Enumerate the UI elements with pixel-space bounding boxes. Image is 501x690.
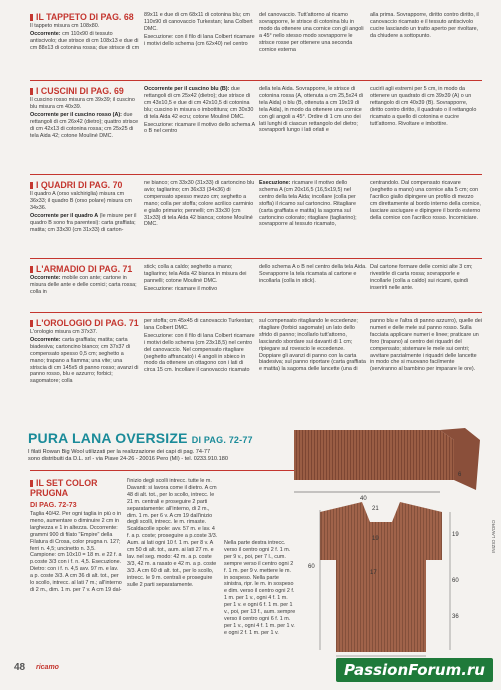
section-title-armadio: L'ARMADIO DI PAG. 71 — [30, 264, 140, 274]
dim-label: 40 — [360, 496, 367, 502]
dim-label: 19 — [372, 536, 379, 542]
sweater-body — [336, 560, 426, 652]
quadri-col-1 — [30, 176, 140, 256]
tappeto-col-2 — [144, 12, 256, 78]
cuscini-col-3 — [259, 86, 367, 172]
set-col-2-text: l'inizio degli scolli intrecc. tutte le m. Davanti: si lavora come il dietro. A cm 48 di alt. tot., per lo scollo, intrecc. le 21 m. centrali e proseguire 2 parti separatamente: all'interno, di 2 m., dim. 1 m. per 6 v. A cm 19 dall'inizio degli scolli, intrecc. le m. rimaste. Scaldacolle spole: avv. 57 m. e lav. 4 f. a p. coste; proseguire a p.coste 3/3. Aum. ai lati ogni 10 f. 1 m. per 8 v. A cm 50 di alt. tot., aum. ai lati 27 m. e lav. nel seg. modo: 42 m. a p. coste 3/3, 42 m. a rasato e 42 m. a p. coste 3/3. A cm 60 di alt. tot., per lo scollo, intrecc. le 9 m. centrali e proseguire sulle 2 parti separatamente. — [127, 478, 218, 588]
cuscini-intro: Il cuscino rosso misura cm 39x39; il cuscino blu misura cm 40x39. — [30, 97, 135, 110]
oversize-header — [28, 430, 318, 463]
armadio-col-3-text: dello schema A o B nel centro della tela Aida. Sovrapporre la tela ricamata al cartone e incollarla (colla in stick). — [259, 264, 367, 284]
orologio-col-3-text: sul compensato ritagliando le eccedenze; ritagliare (forbici sagomate) un lato dello sfrido di panno; incollarlo tutt'attorno, lasciando sbordare sui davanti di 1 cm; ripiegare sul rovescio le eccedenze. Doppiare gli avanzi di panno con la carta biadesiva; sul panno riportare (carta graffiata e matita) la sagoma delle lancette (una di — [259, 318, 366, 373]
orologio-col-2 — [144, 318, 256, 414]
set-col-3-text: Nella parte destra intrecc. verso il centro ogni 2 f. 1 m. per 9 v., poi, per 7 l., cum. sempre verso il centro ogni 2 f. 1 m. per 9 v. mettere le m. in sospeso. Nella parte sinistra, ripr. le m. in sospeso e dim. verso il centro ogni 2 f. 1 m. per 1 v., ogni 4 f. 1 m. per 1 v. e ogni 6 f. 1 m. per 1 v., poi, per 13 f., aum. sempre verso il centro ogni 6 f. 1 m. per 1 v., ogni 4 f. 1 m. per 1 v. e ogni 2 f. 1 m. per 1 v. — [224, 540, 296, 636]
quadri-col-4-text: centrandolo. Dal compensato ricavare (seghetto a mano) una cornice alta 5 cm; con l'acrilico giallo dipingere un profilo di mezzo cm direttamente al bordo interno della cornice, lasciare asciugare e dipingere il bordo esterno della cornice con l'acrilico rosso. Incorniciare. — [370, 180, 481, 221]
set-col-3 — [224, 540, 296, 660]
orologio-esecuzione: Esecuzione: con il filo di lana Colbert ricamare i motivi dello schema (cm 23x18,5) nel centro del canovaccio. Nel compensato ritagliare (seghetto affrancato) i 4 angoli in sbieco in modo da ottenere un ottagono con i lati di circa 15 cm. Incollare il canovaccio ricamato — [144, 332, 255, 374]
divider — [30, 258, 482, 259]
oversize-subtitle — [28, 449, 318, 463]
section-title-quadri: I QUADRI DI PAG. 70 — [30, 180, 140, 190]
cuscini-col-1 — [30, 82, 140, 172]
dim-label: 21 — [372, 506, 379, 512]
cuscini-col-2 — [144, 86, 256, 172]
dim-label: 36 — [452, 614, 459, 620]
armadio-col-4-text: Dal cartone formare delle cornici alte 3 cm; rivestirle di carta rossa; sovrapporle e incollarle (colla a caldo) sui ricami, quindi inserirli nelle ante. — [370, 264, 473, 291]
cuscini-esecuzione: Esecuzione: ricamare il motivo dello schema A o B nel centro — [144, 121, 255, 135]
oversize-sub-1: I filati Rowan Big Wool utilizzati per la realizzazione dei capi di pag. 74-77 — [28, 449, 211, 455]
quadri-esecuzione: Esecuzione: ricamare il motivo dello schema A (cm 20x16,5 (16,5x19,5) nel centro della tela Aida; incollare (colla per stoffa) il ricamo sul cartoncino. Ritagliare (carta graffiata e matita) la sagoma sul cartoncino colorato; ritagliare (tagliarino); sovrapporre al tessuto ricamato, — [259, 180, 357, 228]
set-col-1-text: Taglia 40/42. Per ogni taglia in più o in meno, aumentare o diminuire 2 cm in larghezza e 1 in altezza. Occorrente: grammi 900 di filato "Empire" della Filatura di Crosa, color prugna n. 127; ferri n. 4,5; uncinetto n. 3,5. Campione: cm 10x10 = 18 m. e 22 f. a p.coste 3/3 con i f. n. 4,5. Esecuzione. Dietro: con i f. n. 4,5 avv. 97 m. e lav. a p. coste 3/3. A cm 36 di alt. tot., per lo scollo, intrecc. al lati 7 m.; all'interno di 2 m., dim. 1 m. per 7 v. A cm 19 dal- — [30, 511, 122, 593]
armadio-col-2-text: stick; colla a caldo; seghetto a mano; tagliarino; tela Aida 42 bianca in misura dei pannelli; cotone Mouliné DMC. — [144, 264, 247, 284]
oversize-title: PURA LANA OVERSIZE DI PAG. 72-77 — [28, 430, 253, 446]
orologio-col-4 — [370, 318, 482, 414]
orologio-intro: L'orologio misura cm 37x37. — [30, 329, 98, 335]
armadio-col-3 — [259, 264, 367, 310]
dim-label: 60 — [308, 564, 315, 570]
quadri-intro: Il quadro A (orso valchiriglia) misura cm 36x33; il quadro B (orso polare) misura cm 34x36. — [30, 191, 132, 211]
armadio-col-4 — [370, 264, 482, 310]
section-pg-set: DI PAG. 72-73 — [30, 500, 77, 509]
side-tag: INIZIO LAVORO — [491, 520, 496, 553]
quadri-col-4 — [370, 180, 482, 256]
tappeto-col-4 — [370, 12, 482, 78]
tappeto-occorrente: Occorrente: cm 110x90 di tessuto antiscivolo; due strisce di cm 108x13 e due di cm 88x13 di cotonina rossa; due strisce di cm — [30, 30, 140, 51]
brand-logo: ricamo — [36, 664, 59, 671]
armadio-col-1 — [30, 260, 140, 310]
orologio-occorrente: Occorrente: carta graffiata; matita; carta biadesiva; cartoncino bianco; cm 37x37 di compensato spesso 0,5 cm; seghetto a mano; trapano a fiamma; una vite; una striscia di cm 145x5 di panno rosso; avanzi di panno rosso, blu e azzurro; forbici; sagomatore; colla — [30, 336, 139, 385]
divider — [30, 470, 320, 471]
sweater-diagram — [300, 500, 485, 660]
quadri-col-2 — [144, 180, 256, 256]
tappeto-col-1 — [30, 8, 140, 78]
quadri-col-2-text: ne bianco; cm 33x30 (31x33) di cartoncino blu avio; tagliarino; cm 36x33 (34x36) di compensato spesso mezzo cm; seghetto a mano; colla per stoffa; colore acrilico carminio e giallo primario; pennelli; cm 33x30 (cm 31x33) di tela Aida 42 bianca; cotone Mouliné DMC. — [144, 180, 255, 228]
dim-label: 19 — [452, 532, 459, 538]
section-title-orologio: L'OROLOGIO DI PAG. 71 — [30, 318, 140, 328]
tappeto-col-2-text: 89x11 e due di cm 68x11 di cotonina blu; cm 110x90 di canovaccio Turkestan; lana Colbert DMC. — [144, 12, 253, 32]
orologio-col-2-text: per stoffa; cm 45x45 di canovaccio Turkestan; lana Colbert DMC. — [144, 318, 254, 331]
set-col-1 — [30, 474, 122, 659]
armadio-col-2 — [144, 264, 256, 310]
tappeto-col-4-text: alla prima. Sovrapporre, diritto contro diritto, il canovaccio ricamato e il tessuto antiscivolo cucire lasciando un tratto aperto per rivoltare, da chiudere a sottopunto. — [370, 12, 479, 39]
tappeto-esecuzione: Esecuzione: con il filo di lana Colbert ricamare i motivi dello schema (cm 62x40) nel centro — [144, 33, 255, 47]
orologio-col-3 — [259, 318, 367, 414]
watermark: PassionForum.ru — [336, 658, 493, 682]
scarf-body — [294, 430, 454, 480]
divider — [30, 312, 482, 313]
page-number: 48 — [14, 662, 26, 673]
orologio-col-1 — [30, 314, 140, 414]
section-title-cuscini: I CUSCINI DI PAG. 69 — [30, 86, 140, 96]
divider — [30, 80, 482, 81]
cuscini-col-4-text: cucirli agli estremi per 5 cm, in modo da ottenere un quadrato di cm 39x39 (A) o un rettangolo di cm 40x39 (B). Sovrapporre, diritto contro diritto, il quadrato o il rettangolo ricamato a quello di cotonina e cucire tutt'attorno. Rivoltare e imbottire. — [370, 86, 477, 127]
dim-label: 17 — [370, 570, 377, 576]
set-col-2 — [127, 478, 219, 659]
quadri-occorrente: Occorrente per il quadro A (le misure per il quadro B sono fra parentesi): carta graffiata; matita; cm 33x30 (cm 31x33) di carton- — [30, 212, 137, 233]
cuscini-col-4 — [370, 86, 482, 172]
section-title-tappeto: IL TAPPETO DI PAG. 68 — [30, 12, 140, 22]
tappeto-col-3-text: del canovaccio. Tutt'attorno al ricamo sovrapporre, le strisce di cotonina blu in modo da ottenere una cornice con gli angoli a 45° nello stesso modo sovrapporre le strisce rosse per ottenere una seconda cornice esterna — [259, 12, 364, 53]
quadri-col-3 — [259, 180, 367, 256]
dim-label: 60 — [452, 578, 459, 584]
orologio-col-4-text: panno blu e l'altra di panno azzurro), quelle dei numeri e delle mele sul panno rosso. Sulla facciata applicare numeri e linee; praticare un foro (trapano) al centro dei riquadri del compensato; sistemare le mele sui centri; avvitare parzialmente i riquadri delle lancette in modo che si muovano facilmente (serviranno al bambino per imparare le ore). — [370, 318, 482, 373]
armadio-esecuzione: Esecuzione: ricamare il motivo — [144, 285, 218, 292]
cuscini-occorrente-a: Occorrente per il cuscino rosso (A): due rettangoli di cm 26x42 (dietro); quattro strisce di cm 42x13 di cotonina rossa; cm 25x25 di tela Aida 42; cotone Mouliné DMC. — [30, 111, 139, 139]
scarf-diagram — [290, 420, 490, 510]
oversize-sub-2: sono distribuiti da D.L. srl - via Piave 24-26 - 20016 Pero (MI) - tel. 0233.910.180 — [28, 456, 228, 462]
section-title-set: IL SET COLOR PRUGNA — [30, 478, 98, 498]
divider — [30, 174, 482, 175]
cuscini-occorrente-b: Occorrente per il cuscino blu (B): due rettangoli di cm 25x42 (dietro); due strisce di cm 43x10,5 e due di cm 42x10,5 di cotonina blu; cuscino in misura o imbottitura; cm 30x30 di tela Aida 42 ecru; cotone Mouliné DMC. — [144, 86, 254, 120]
cuscini-col-3-text: della tela Aida. Sovrapporre, le strisce di cotonina rossa (A, ottenuta a cm 25,5x24 di tela Aida) o blu (B, ottenuta a cm 19x19 di tela Aida), in modo da ottenere una cornice con gli angoli a 45°. Ordire di 1 cm uno dei lati lunghi di ciascun rettangolo del dietro; sovrapporli lungo i lati orlati e — [259, 86, 363, 134]
tappeto-col-3 — [259, 12, 367, 78]
armadio-occorrente: Occorrente: mobile con ante; cartone in misura delle ante e delle cornici; carta rossa; colla in — [30, 275, 137, 295]
dim-label: 6 — [458, 472, 462, 478]
tappeto-intro: Il tappeto misura cm 108x80. — [30, 23, 100, 29]
